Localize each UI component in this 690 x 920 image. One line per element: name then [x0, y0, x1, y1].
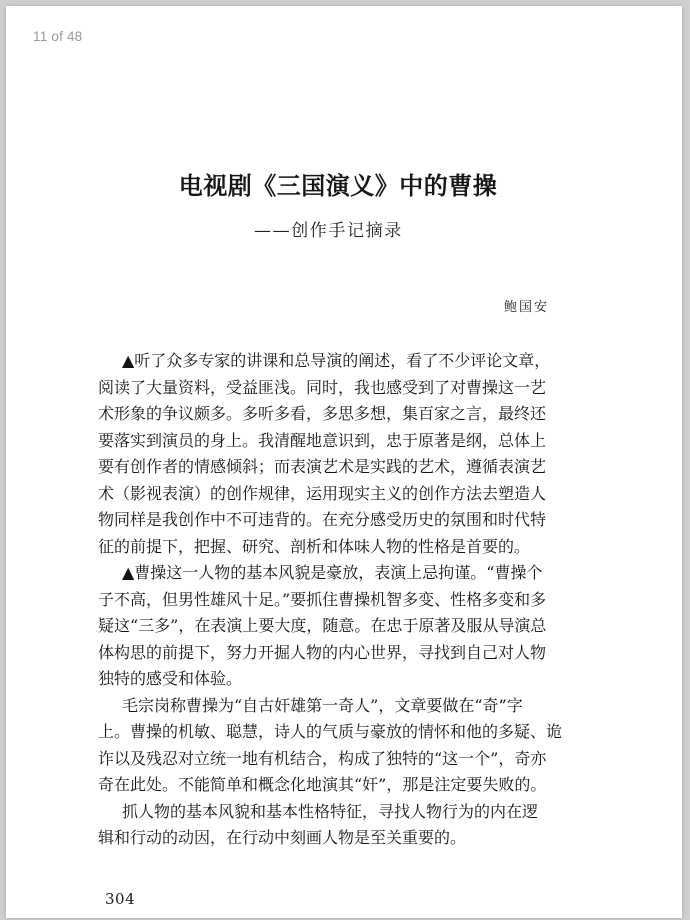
page-number: 304 — [105, 890, 136, 908]
text-line: 要落实到演员的身上。我清醒地意识到，忠于原著是纲，总体上 — [98, 430, 547, 450]
text-line: 上。曹操的机敏、聪慧，诗人的气质与豪放的情怀和他的多疑、诡 — [98, 722, 563, 741]
text-line: 术形象的争议颇多。多听多看，多思多想，集百家之言，最终还 — [98, 404, 547, 423]
text-line: 独特的感受和体验。 — [98, 669, 243, 688]
text-line: 要有创作者的情感倾斜；而表演艺术是实践的艺术，遵循表演艺 — [98, 457, 547, 476]
text-line: 物同样是我创作中不可违背的。在充分感受历史的氛围和时代特 — [98, 510, 547, 529]
text-line: 体构思的前提下，努力开掘人物的内心世界，寻找到自己对人物 — [98, 642, 547, 662]
page-indicator: 11 of 48 — [33, 29, 83, 44]
text-line: ▲听了众多专家的讲课和总导演的阐述，看了不少评论文章， — [122, 351, 551, 370]
text-line: ▲曹操这一人物的基本风貌是豪放，表演上忌拘谨。“曹操个 — [122, 563, 543, 582]
text-line: 子不高，但男性雄风十足。”要抓住曹操机智多变、性格多变和多 — [98, 589, 547, 609]
article-body — [98, 348, 618, 852]
author-name: 鲍国安 — [504, 300, 550, 315]
article-title: 电视剧《三国演义》中的曹操 — [178, 172, 498, 200]
article-subtitle: ——创作手记摘录 — [254, 221, 403, 241]
text-line: 抓人物的基本风貌和基本性格特征，寻找人物行为的内在逻 — [122, 801, 539, 821]
text-line: 术（影视表演）的创作规律，运用现实主义的创作方法去塑造人 — [98, 483, 547, 503]
text-line: 毛宗岗称曹操为“自古奸雄第一奇人”，文章要做在“奇”字 — [122, 695, 523, 715]
text-line: 辑和行动的动因，在行动中刻画人物是至关重要的。 — [98, 828, 467, 847]
text-line: 奇在此处。不能简单和概念化地演其“奸”，那是注定要失败的。 — [98, 775, 547, 794]
text-line: 征的前提下，把握、研究、剖析和体味人物的性格是首要的。 — [98, 536, 531, 556]
text-line: 阅读了大量资料，受益匪浅。同时，我也感受到了对曹操这一艺 — [98, 377, 547, 397]
text-line: 诈以及残忍对立统一地有机结合，构成了独特的“这一个”，奇亦 — [98, 748, 547, 768]
document-page — [6, 6, 682, 918]
text-line: 疑这“三多”，在表演上要大度，随意。在忠于原著及服从导演总 — [98, 616, 547, 635]
